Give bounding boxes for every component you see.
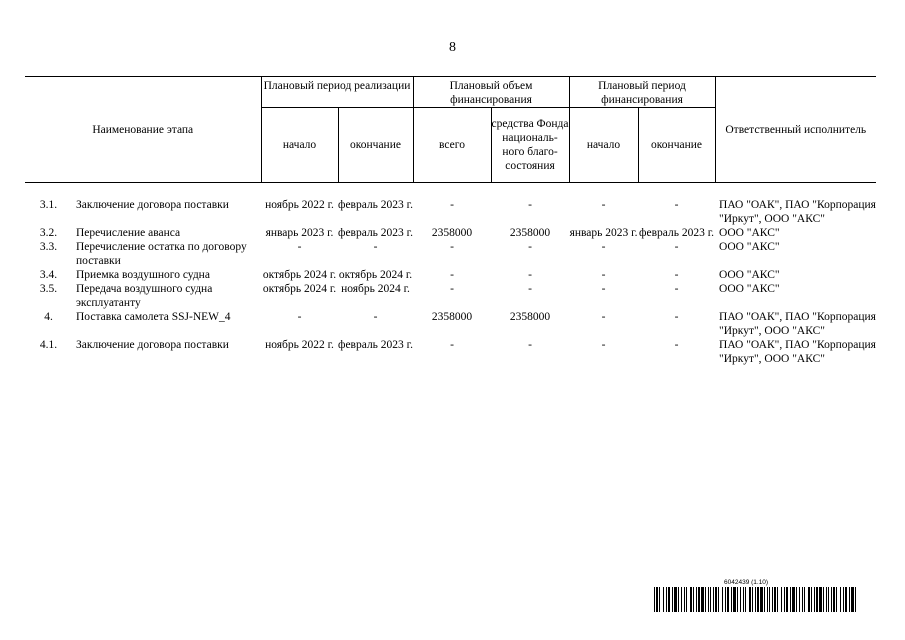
barcode-bar bbox=[814, 587, 815, 612]
barcode-bar bbox=[678, 587, 679, 612]
barcode-bar bbox=[769, 587, 770, 612]
header-impl-end: окончание bbox=[338, 108, 413, 183]
table-row bbox=[25, 198, 876, 226]
header-responsible: Ответственный исполнитель bbox=[715, 77, 876, 183]
row-impl-start: ноябрь 2022 г. bbox=[265, 199, 334, 211]
row-stage-name: Перечисление аванса bbox=[76, 227, 181, 239]
row-total: - bbox=[450, 283, 454, 295]
barcode-bar bbox=[784, 587, 785, 612]
barcode-bar bbox=[823, 587, 824, 612]
barcode-bar bbox=[826, 587, 827, 612]
barcode-bar bbox=[731, 587, 732, 612]
header-fin-start: начало bbox=[569, 108, 638, 183]
row-fin-end: - bbox=[674, 241, 679, 253]
table-row bbox=[25, 240, 876, 268]
row-stage-name: Заключение договора поставки bbox=[76, 199, 229, 211]
row-impl-end: февраль 2023 г. bbox=[338, 227, 413, 239]
barcode-bar bbox=[737, 587, 738, 612]
row-total: - bbox=[450, 241, 454, 253]
barcode-bar bbox=[705, 587, 706, 612]
barcode-bar bbox=[831, 587, 832, 612]
row-total: 2358000 bbox=[431, 311, 473, 323]
header-plan-volume: Плановый объем финансирования bbox=[413, 77, 569, 108]
row-fin-start: - bbox=[601, 269, 606, 281]
barcode-bar bbox=[845, 587, 847, 612]
row-fin-start: - bbox=[601, 199, 606, 211]
barcode-bar bbox=[733, 587, 736, 612]
row-fin-end: - bbox=[674, 269, 679, 281]
table-row bbox=[25, 268, 876, 282]
barcode-bar bbox=[693, 587, 694, 612]
barcode-bar bbox=[745, 587, 746, 612]
row-impl-end: февраль 2023 г. bbox=[338, 339, 413, 351]
row-stage-name: Поставка самолета SSJ-NEW_4 bbox=[76, 311, 231, 323]
row-fin-end: - bbox=[674, 199, 679, 211]
row-fin-end: февраль 2023 г. bbox=[639, 227, 714, 239]
row-impl-start: ноябрь 2022 г. bbox=[265, 339, 334, 351]
barcode-label: 6042439 (1.10) bbox=[724, 579, 769, 586]
row-responsible: ООО "АКС" bbox=[719, 241, 780, 253]
header-fund: средства Фонда националь-ного благо-состояния bbox=[491, 108, 569, 183]
row-fin-end: - bbox=[674, 283, 679, 295]
barcode-bar bbox=[772, 587, 773, 612]
barcode-bar bbox=[740, 587, 741, 612]
barcode-bar bbox=[656, 587, 658, 612]
barcode-bar bbox=[743, 587, 744, 612]
row-stage-name: Приемка воздушного судна bbox=[76, 269, 210, 281]
row-fin-start: - bbox=[601, 311, 606, 323]
row-number: 3.5. bbox=[39, 283, 58, 295]
barcode-bar bbox=[708, 587, 709, 612]
row-impl-end: - bbox=[373, 241, 378, 253]
barcode-image bbox=[654, 587, 857, 612]
barcode-bar bbox=[674, 587, 677, 612]
row-fund: - bbox=[528, 199, 532, 211]
barcode-bar bbox=[855, 587, 856, 612]
barcode-bar bbox=[767, 587, 768, 612]
barcode-bar bbox=[715, 587, 717, 612]
row-total: 2358000 bbox=[431, 227, 473, 239]
header-fin-end: окончание bbox=[638, 108, 715, 183]
row-impl-start: январь 2023 г. bbox=[265, 227, 334, 239]
row-impl-end: октябрь 2024 г. bbox=[338, 269, 413, 281]
row-responsible: ООО "АКС" bbox=[719, 283, 780, 295]
barcode-bar bbox=[663, 587, 664, 612]
header-total: всего bbox=[413, 108, 491, 183]
barcode-bar bbox=[851, 587, 854, 612]
row-fin-start: январь 2023 г. bbox=[569, 227, 638, 239]
barcode-bar bbox=[727, 587, 729, 612]
barcode-bar bbox=[686, 587, 687, 612]
row-total: - bbox=[450, 199, 454, 211]
row-responsible: ПАО "ОАК", ПАО "Корпорация "Иркут", ООО "АКС" bbox=[719, 199, 876, 225]
row-fund: - bbox=[528, 339, 532, 351]
row-stage-name: Передача воздушного судна эксплуатанту bbox=[76, 283, 213, 309]
row-stage-name: Перечисление остатка по договору поставки bbox=[76, 241, 247, 267]
barcode-bar bbox=[781, 587, 782, 612]
row-fund: 2358000 bbox=[509, 227, 551, 239]
barcode-bar bbox=[792, 587, 795, 612]
barcode-bar bbox=[722, 587, 723, 612]
row-fin-start: - bbox=[601, 283, 606, 295]
row-number: 3.2. bbox=[39, 227, 58, 239]
header-impl-start: начало bbox=[261, 108, 338, 183]
barcode-bar bbox=[755, 587, 756, 612]
barcode-bar bbox=[710, 587, 711, 612]
row-impl-start: - bbox=[297, 311, 302, 323]
barcode-bar bbox=[725, 587, 726, 612]
row-stage-name: Заключение договора поставки bbox=[76, 339, 229, 351]
row-total: - bbox=[450, 339, 454, 351]
barcode-bar bbox=[790, 587, 791, 612]
row-impl-start: октябрь 2024 г. bbox=[262, 269, 337, 281]
barcode-bar bbox=[752, 587, 753, 612]
barcode-bar bbox=[696, 587, 697, 612]
row-impl-start: - bbox=[297, 241, 302, 253]
row-number: 3.3. bbox=[39, 241, 58, 253]
barcode-bar bbox=[802, 587, 803, 612]
row-responsible: ООО "АКС" bbox=[719, 269, 780, 281]
row-fin-start: - bbox=[601, 241, 606, 253]
header-plan-period-impl: Плановый период реализации bbox=[261, 77, 413, 108]
barcode-bar bbox=[840, 587, 841, 612]
table-row bbox=[25, 310, 876, 338]
barcode-bar bbox=[836, 587, 837, 612]
barcode-bar bbox=[668, 587, 670, 612]
row-number: 4.1. bbox=[39, 339, 58, 351]
barcode-bar bbox=[718, 587, 719, 612]
barcode-bar bbox=[701, 587, 704, 612]
row-total: - bbox=[450, 269, 454, 281]
barcode-bar bbox=[698, 587, 700, 612]
row-fund: - bbox=[528, 269, 532, 281]
barcode-bar bbox=[681, 587, 682, 612]
row-impl-end: - bbox=[373, 311, 378, 323]
row-fund: 2358000 bbox=[509, 311, 551, 323]
barcode-bar bbox=[843, 587, 844, 612]
barcode-bar bbox=[833, 587, 835, 612]
row-impl-end: ноябрь 2024 г. bbox=[341, 283, 410, 295]
barcode-bar bbox=[799, 587, 800, 612]
barcode-bar bbox=[654, 587, 655, 612]
barcode-bar bbox=[760, 587, 763, 612]
row-number: 3.4. bbox=[39, 269, 58, 281]
barcode-bar bbox=[819, 587, 822, 612]
barcode-bar bbox=[672, 587, 673, 612]
row-number: 4. bbox=[44, 311, 53, 323]
barcode-bar bbox=[849, 587, 850, 612]
barcode-bar bbox=[659, 587, 660, 612]
barcode-bar bbox=[828, 587, 829, 612]
barcode-bar bbox=[804, 587, 805, 612]
row-fund: - bbox=[528, 283, 532, 295]
barcode-bar bbox=[713, 587, 714, 612]
barcode-bar bbox=[666, 587, 667, 612]
row-fin-start: - bbox=[601, 339, 606, 351]
row-impl-start: октябрь 2024 г. bbox=[262, 283, 337, 295]
header-stage-name: Наименование этапа bbox=[25, 77, 261, 183]
row-fin-end: - bbox=[674, 311, 679, 323]
barcode-bar bbox=[816, 587, 818, 612]
barcode-bar bbox=[690, 587, 692, 612]
row-fund: - bbox=[528, 241, 532, 253]
stage-table bbox=[25, 76, 876, 366]
barcode-bar bbox=[796, 587, 797, 612]
barcode-bar bbox=[749, 587, 751, 612]
row-responsible: ООО "АКС" bbox=[719, 227, 780, 239]
row-number: 3.1. bbox=[39, 199, 58, 211]
table-row bbox=[25, 282, 876, 310]
barcode-bar bbox=[786, 587, 788, 612]
row-fin-end: - bbox=[674, 339, 679, 351]
barcode-bar bbox=[808, 587, 810, 612]
header-plan-period-fin: Плановый период финансирования bbox=[569, 77, 715, 108]
row-responsible: ПАО "ОАК", ПАО "Корпорация "Иркут", ООО "АКС" bbox=[719, 339, 876, 365]
barcode-bar bbox=[774, 587, 776, 612]
row-impl-end: февраль 2023 г. bbox=[338, 199, 413, 211]
barcode-bar bbox=[764, 587, 765, 612]
barcode-bar bbox=[757, 587, 759, 612]
barcode-bar bbox=[777, 587, 778, 612]
table-row bbox=[25, 226, 876, 240]
table-row bbox=[25, 338, 876, 366]
barcode-bar bbox=[811, 587, 812, 612]
barcode-bar bbox=[684, 587, 685, 612]
row-responsible: ПАО "ОАК", ПАО "Корпорация "Иркут", ООО "АКС" bbox=[719, 311, 876, 337]
page-number: 8 bbox=[449, 40, 456, 55]
